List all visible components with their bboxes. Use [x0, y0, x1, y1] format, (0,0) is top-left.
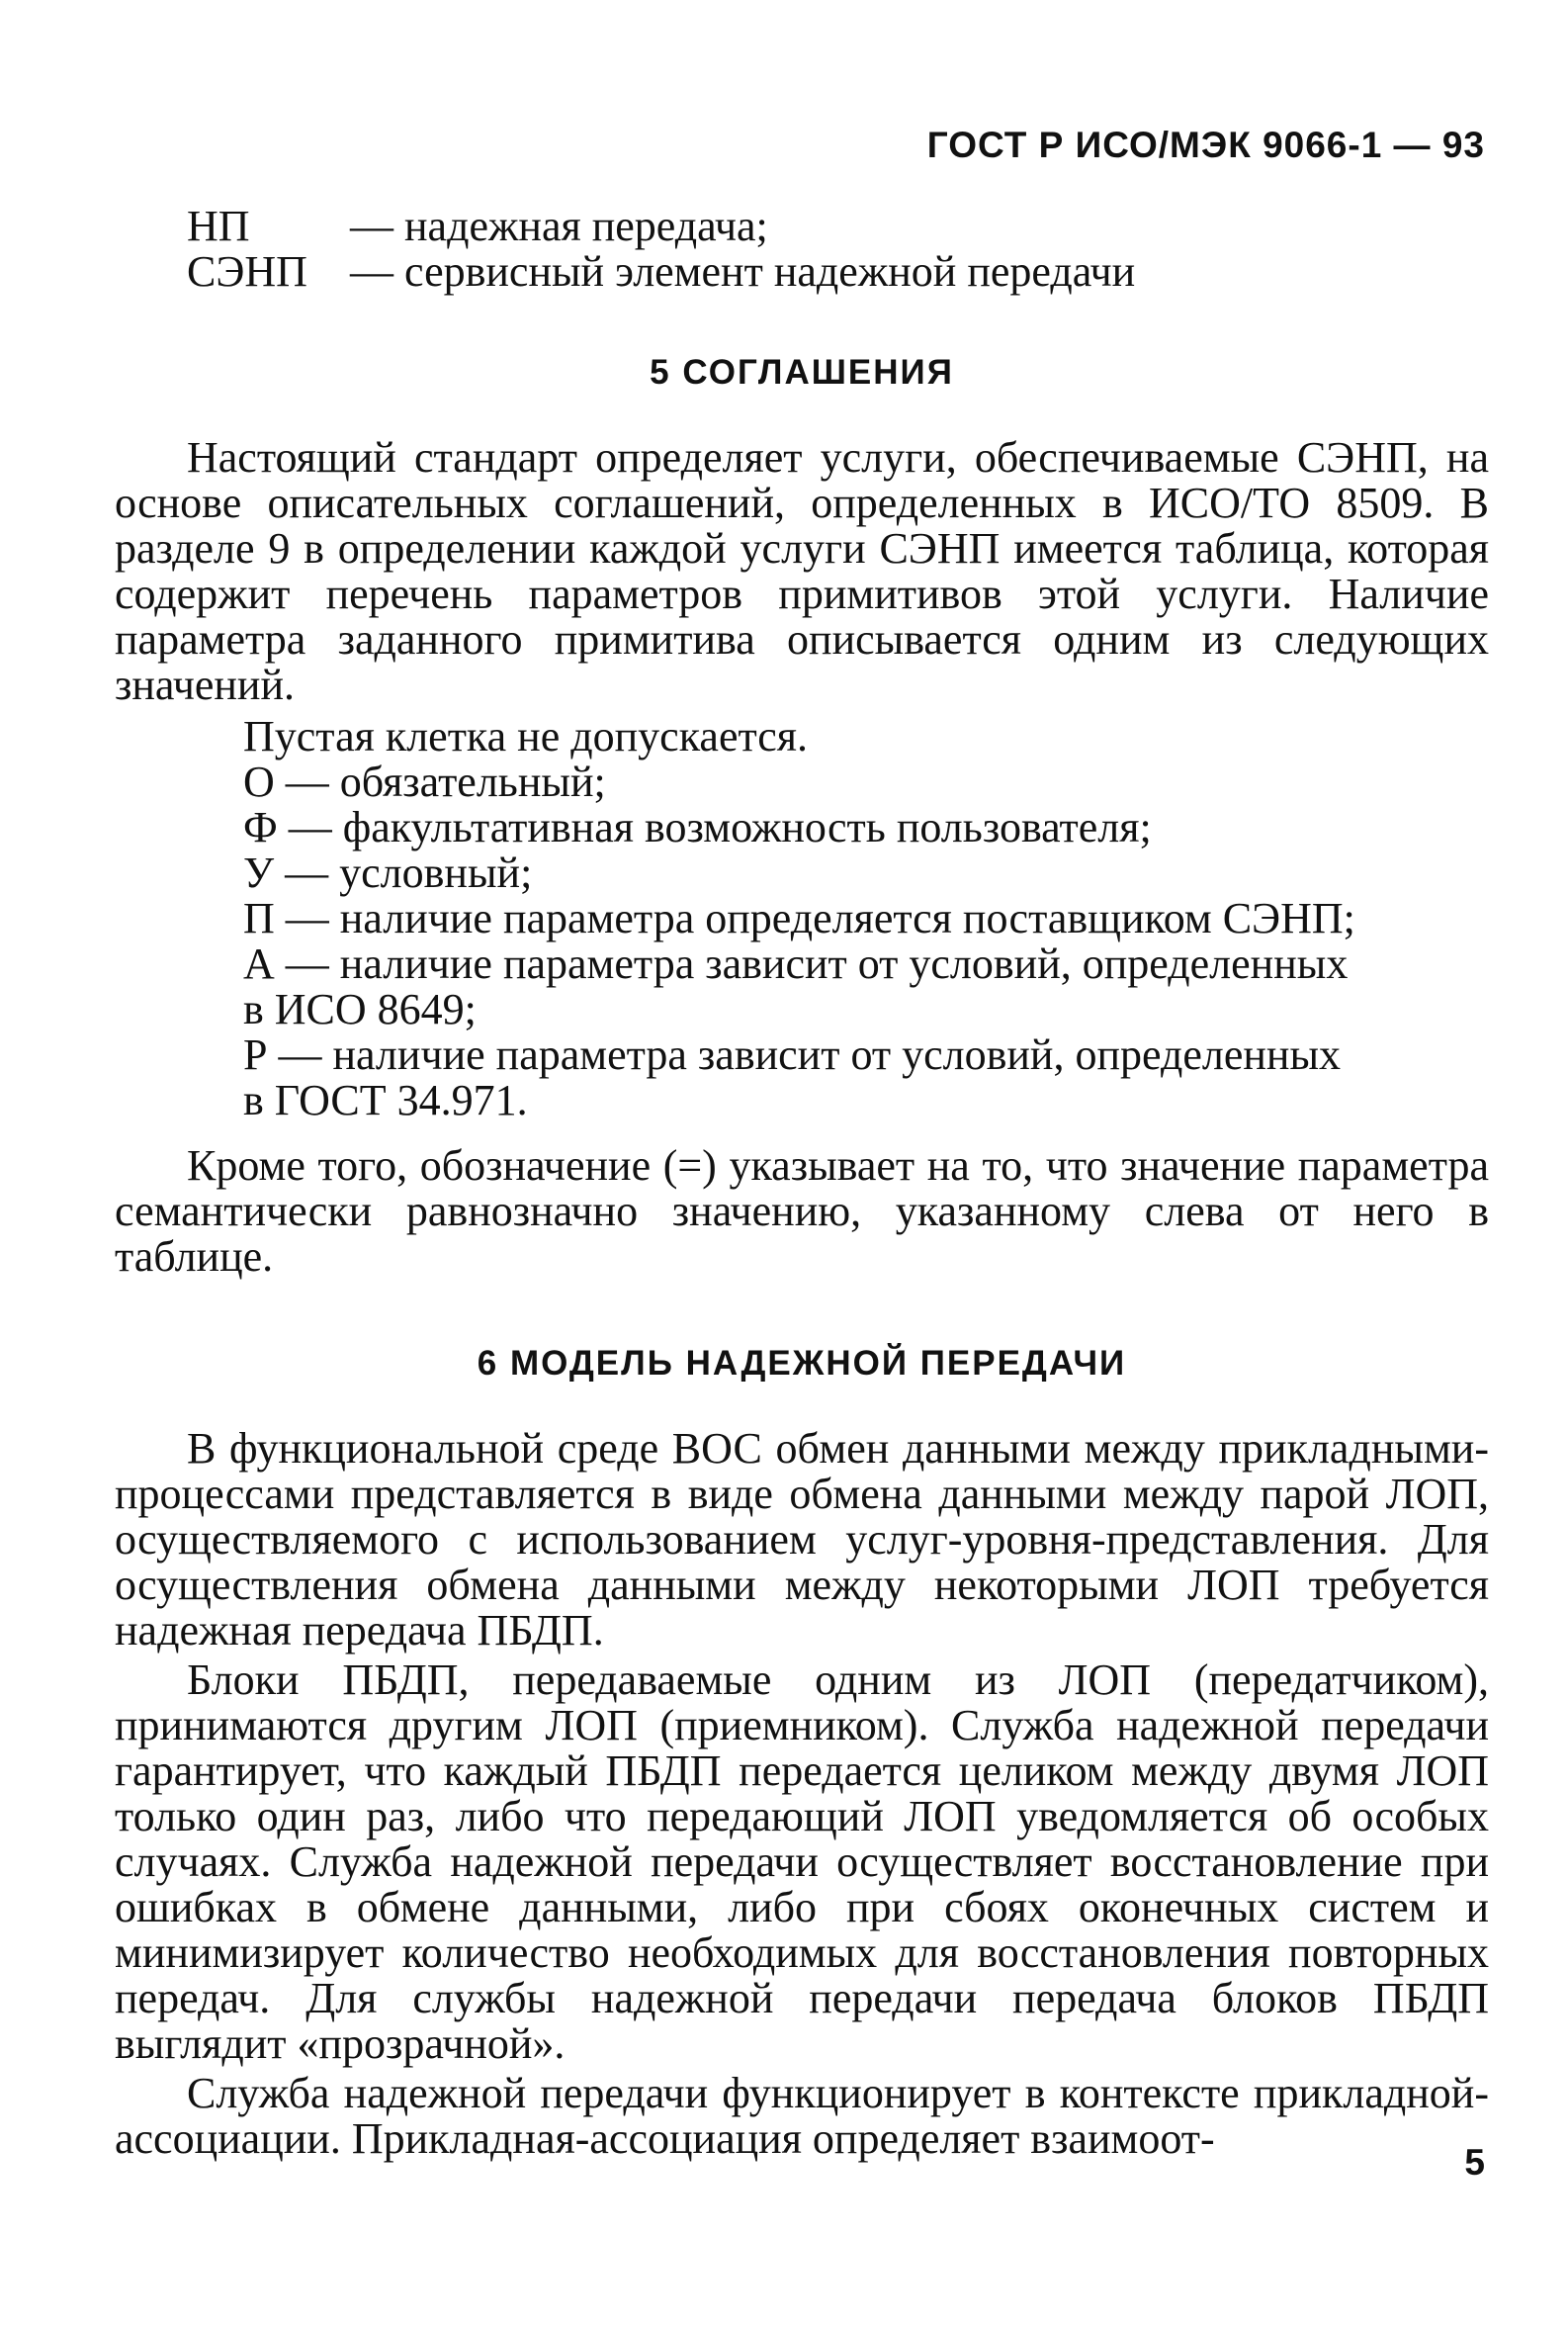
page-number: 5	[1464, 2142, 1485, 2183]
abbreviation-term: СЭНП	[187, 247, 307, 296]
notation-item-continuation: в ИСО 8649;	[243, 985, 477, 1033]
abbreviation-term: НП	[187, 202, 250, 250]
section-6-heading: 6 МОДЕЛЬ НАДЕЖНОЙ ПЕРЕДАЧИ	[477, 1344, 1127, 1383]
section-6-paragraph: В функциональной среде ВОС обмен данными между прикладными-процессами представляется в виде обмена данными между парой ЛОП, осуществляемого с использованием услуг-уровня-представления. Для осуществления обмена данными между некоторыми ЛОП требуется надежная передача ПБДП.	[115, 1424, 1489, 1654]
abbreviation-item	[187, 249, 1489, 295]
section-6-paragraph: Служба надежной передачи функционирует в контексте прикладной-ассоциации. Прикладная-ассоциация определяет взаимоот-	[115, 2069, 1489, 2163]
notation-item: Р — наличие параметра зависит от условий, определенных	[243, 1030, 1342, 1079]
notation-item: У — условный;	[243, 849, 533, 897]
section-5-closing: Кроме того, обозначение (=) указывает на то, что значение параметра семантически равнозначно значению, указанному слева от него в таблице.	[115, 1141, 1489, 1281]
section-6-paragraph: Блоки ПБДП, передаваемые одним из ЛОП (передатчиком), принимаются другим ЛОП (приемником). Служба надежной передачи гарантирует, что каждый ПБДП передается целиком между двумя ЛОП только один раз, либо что передающий ЛОП уведомляется об особых случаях. Служба надежной передачи осуществляет восстановление при ошибках в обмене данными, либо при сбоях оконечных систем и минимизирует количество необходимых для восстановления повторных передач. Для службы надежной передачи передача блоков ПБДП выглядит «прозрачной».	[115, 1655, 1489, 2068]
notation-item: О — обязательный;	[243, 758, 606, 806]
notation-item: П — наличие параметра определяется поставщиком СЭНП;	[243, 894, 1355, 942]
notation-item: Ф — факультативная возможность пользователя;	[243, 803, 1152, 851]
notation-item: А — наличие параметра зависит от условий, определенных	[243, 939, 1349, 988]
running-header: ГОСТ Р ИСО/МЭК 9066-1 — 93	[926, 125, 1485, 165]
page-content	[115, 204, 1489, 2162]
section-5-intro: Настоящий стандарт определяет услуги, обеспечиваемые СЭНП, на основе описательных соглашений, определенных в ИСО/ТО 8509. В разделе 9 в определении каждой услуги СЭНП имеется таблица, которая содержит перечень параметров примитивов этой услуги. Наличие параметра заданного примитива описывается одним из следующих значений.	[115, 433, 1489, 709]
notation-item: Пустая клетка не допускается.	[243, 712, 809, 760]
section-5-heading: 5 СОГЛАШЕНИЯ	[650, 353, 954, 392]
abbreviation-definition: — надежная передача;	[350, 202, 768, 250]
abbreviation-item	[187, 204, 1489, 249]
notation-item-continuation: в ГОСТ 34.971.	[243, 1076, 528, 1124]
notation-list	[243, 714, 1489, 1123]
abbreviation-definition: — сервисный элемент надежной передачи	[350, 247, 1136, 296]
